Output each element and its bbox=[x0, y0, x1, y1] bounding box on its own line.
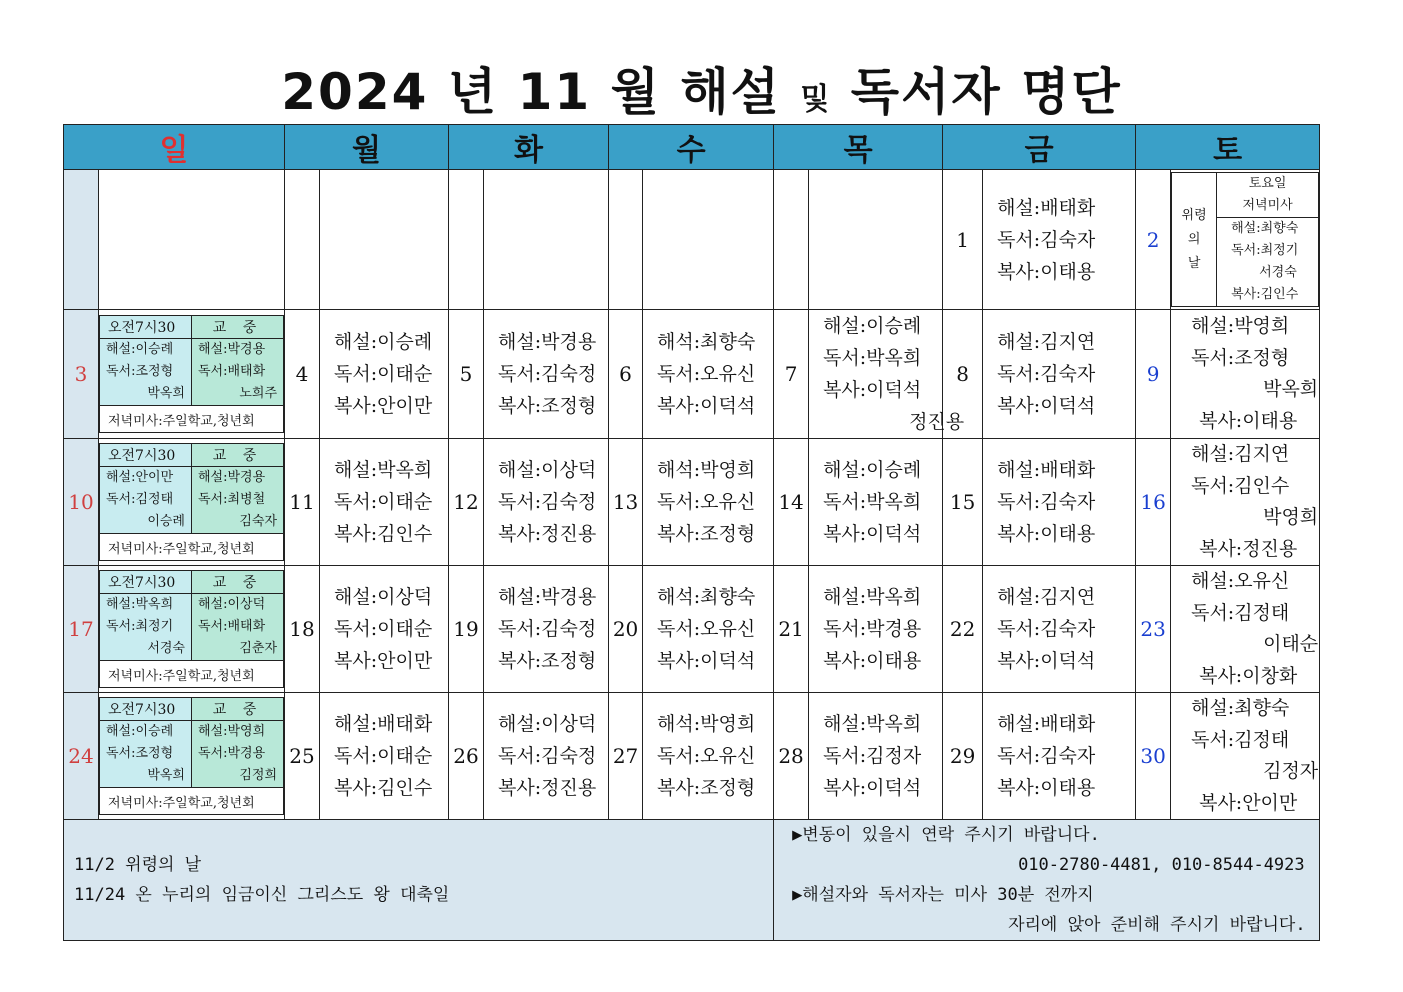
day-duty bbox=[983, 693, 1136, 820]
morning-mass-duty bbox=[100, 339, 192, 406]
day-duty bbox=[809, 566, 943, 693]
header-wed: 수 bbox=[609, 125, 774, 170]
duty-reader: 독서:김정태 bbox=[1191, 601, 1290, 624]
duty-server: 복사:이덕석 bbox=[997, 650, 1096, 672]
duty-server: 복사:안이만 bbox=[1199, 791, 1298, 814]
duty-commentary: 해설:이상덕 bbox=[498, 713, 597, 735]
day-number: 8 bbox=[943, 310, 983, 439]
duty-reader-2: 서경숙 bbox=[1259, 265, 1297, 280]
sunday-schedule-cell bbox=[99, 310, 285, 439]
title-year: 2024 bbox=[281, 63, 429, 121]
duty-reader: 독서:박옥희 bbox=[823, 347, 922, 369]
duty-commentary: 해설:배태화 bbox=[997, 459, 1096, 481]
day-duty bbox=[320, 566, 449, 693]
header-mon: 월 bbox=[285, 125, 449, 170]
duty-reader-2: 박영희 bbox=[1263, 506, 1319, 528]
duty-server: 복사:이덕석 bbox=[823, 777, 922, 799]
duty-reader: 독서:박경용 bbox=[198, 746, 266, 761]
saturday-label: 토요일 bbox=[1248, 176, 1287, 191]
duty-reader: 독서:김정태 bbox=[1191, 728, 1290, 751]
morning-mass-label: 오전7시30 bbox=[100, 698, 192, 721]
empty-cell bbox=[809, 170, 943, 310]
duty-server: 복사:안이만 bbox=[334, 395, 433, 417]
main-mass-duty bbox=[192, 594, 284, 661]
morning-mass-label: 오전7시30 bbox=[100, 444, 192, 467]
duty-reader: 독서:이태순 bbox=[334, 491, 433, 513]
empty-cell bbox=[643, 170, 774, 310]
duty-commentary: 해설:박영희 bbox=[1191, 315, 1290, 337]
day-number: 22 bbox=[943, 566, 983, 693]
day-duty bbox=[983, 566, 1136, 693]
duty-commentary: 해설:김지연 bbox=[1191, 443, 1290, 465]
main-mass-label: 교 중 bbox=[192, 444, 284, 467]
saturday-mass-label bbox=[1217, 173, 1319, 218]
duty-commentary: 해설:이승례 bbox=[106, 342, 174, 357]
duty-commentary: 해설:배태화 bbox=[997, 196, 1096, 219]
day-duty bbox=[320, 439, 449, 566]
day-duty bbox=[809, 310, 965, 439]
day-number: 27 bbox=[609, 693, 643, 820]
duty-server: 복사:이창화 bbox=[1199, 664, 1298, 687]
morning-mass-duty bbox=[100, 467, 192, 534]
duty-commentary: 해설:박옥희 bbox=[106, 597, 174, 612]
main-mass-label: 교 중 bbox=[192, 571, 284, 594]
duty-reader: 독서:오유신 bbox=[657, 618, 756, 640]
header-fri: 금 bbox=[943, 125, 1136, 170]
day-duty bbox=[983, 439, 1136, 566]
day-number: 3 bbox=[64, 310, 99, 439]
sunday-schedule-cell bbox=[99, 566, 285, 693]
duty-server: 복사:김인수 bbox=[334, 523, 433, 545]
day-duty bbox=[1171, 693, 1320, 820]
day-number: 23 bbox=[1136, 566, 1171, 693]
title-mit: 및 bbox=[800, 82, 832, 117]
day-number: 16 bbox=[1136, 439, 1171, 566]
feast-note-1: 11/2 위령의 날 bbox=[74, 855, 202, 875]
duty-commentary: 해설:이승례 bbox=[106, 724, 174, 739]
duty-reader: 독서:최정기 bbox=[106, 619, 174, 634]
day-duty bbox=[1171, 310, 1320, 439]
header-sat: 토 bbox=[1136, 125, 1320, 170]
day-number: 9 bbox=[1136, 310, 1171, 439]
duty-server: 복사:안이만 bbox=[334, 650, 433, 672]
duty-server: 복사:조정형 bbox=[498, 395, 597, 417]
all-souls-label bbox=[1172, 173, 1217, 307]
day-number: 4 bbox=[285, 310, 320, 439]
duty-reader: 독서:배태화 bbox=[198, 619, 266, 634]
duty-reader: 독서:조정형 bbox=[106, 364, 174, 379]
duty-commentary: 해설:이승례 bbox=[823, 459, 922, 481]
day-number: 2 bbox=[1136, 170, 1171, 310]
day-number: 26 bbox=[449, 693, 484, 820]
duty-reader: 독서:김숙정 bbox=[498, 618, 597, 640]
header-thu: 목 bbox=[774, 125, 943, 170]
duty-server: 복사:김인수 bbox=[334, 777, 433, 799]
duty-commentary: 해석:최향숙 bbox=[657, 586, 756, 608]
duty-reader: 독서:김숙자 bbox=[997, 491, 1096, 513]
duty-reader: 독서:이태순 bbox=[334, 745, 433, 767]
duty-reader: 독서:김정태 bbox=[106, 492, 174, 507]
day-number: 5 bbox=[449, 310, 484, 439]
duty-server: 복사:이덕석 bbox=[823, 379, 922, 401]
feast-note-2: 11/24 온 누리의 임금이신 그리스도 왕 대축일 bbox=[74, 885, 450, 905]
duty-reader-2: 박옥희 bbox=[147, 386, 185, 401]
duty-commentary: 해설:이상덕 bbox=[198, 597, 266, 612]
day-number: 7 bbox=[774, 310, 809, 439]
duty-reader: 독서:김인수 bbox=[1191, 474, 1290, 497]
saturday-special-table bbox=[1171, 172, 1319, 307]
week-row-3 bbox=[64, 439, 1320, 566]
day-duty bbox=[484, 310, 609, 439]
evening-mass-note: 저녁미사:주일학교,청년회 bbox=[100, 661, 284, 688]
duty-reader-2: 김숙자 bbox=[239, 514, 278, 529]
duty-commentary: 해설:김지연 bbox=[997, 331, 1096, 353]
duty-commentary: 해설:안이만 bbox=[106, 470, 174, 485]
empty-cell bbox=[320, 170, 449, 310]
day-number: 12 bbox=[449, 439, 484, 566]
duty-commentary: 해설:박옥희 bbox=[334, 459, 433, 481]
day-duty bbox=[643, 439, 774, 566]
duty-reader: 독서:김숙자 bbox=[997, 228, 1096, 251]
week-row-2 bbox=[64, 310, 1320, 439]
day-duty bbox=[809, 439, 943, 566]
contact-phones: 010-2780-4481, 010-8544-4923 bbox=[1018, 855, 1305, 875]
duty-server-2: 정진용 bbox=[909, 411, 965, 433]
day-number: 19 bbox=[449, 566, 484, 693]
day-number: 29 bbox=[943, 693, 983, 820]
duty-reader: 독서:김숙자 bbox=[997, 363, 1096, 385]
evening-mass-label: 저녁미사 bbox=[1242, 198, 1293, 213]
week-row-1 bbox=[64, 170, 1320, 310]
all-souls-label-2: 의 bbox=[1187, 231, 1201, 247]
duty-reader: 독서:김숙자 bbox=[997, 745, 1096, 767]
duty-server: 복사:이태용 bbox=[997, 260, 1096, 283]
duty-reader-2: 서경숙 bbox=[147, 641, 185, 656]
duty-server: 복사:김인수 bbox=[1231, 287, 1299, 302]
footer-notes-left bbox=[64, 820, 774, 941]
morning-mass-duty bbox=[100, 594, 192, 661]
duty-reader: 독서:조정형 bbox=[106, 746, 174, 761]
saturday-special-cell bbox=[1171, 170, 1320, 310]
day-number: 15 bbox=[943, 439, 983, 566]
evening-mass-note: 저녁미사:주일학교,청년회 bbox=[100, 406, 284, 433]
duty-server: 복사:이태용 bbox=[997, 523, 1096, 545]
weekday-header-row bbox=[64, 125, 1320, 170]
morning-mass-label: 오전7시30 bbox=[100, 316, 192, 339]
duty-commentary: 해설:박경용 bbox=[198, 470, 266, 485]
footer-notes-right bbox=[774, 820, 1320, 941]
morning-mass-label: 오전7시30 bbox=[100, 571, 192, 594]
duty-reader-2: 이태순 bbox=[1263, 633, 1319, 655]
duty-reader: 독서:김정자 bbox=[823, 745, 922, 767]
duty-commentary: 해설:배태화 bbox=[997, 713, 1096, 735]
duty-reader: 독서:김숙정 bbox=[498, 745, 597, 767]
day-duty bbox=[484, 439, 609, 566]
empty-cell bbox=[484, 170, 609, 310]
empty-cell bbox=[774, 170, 809, 310]
day-number: 1 bbox=[943, 170, 983, 310]
day-number: 13 bbox=[609, 439, 643, 566]
duty-server: 복사:정진용 bbox=[498, 523, 597, 545]
duty-server: 복사:이태용 bbox=[1199, 409, 1298, 432]
duty-server: 복사:이덕석 bbox=[997, 395, 1096, 417]
duty-commentary: 해설:박경용 bbox=[498, 331, 597, 353]
duty-reader: 독서:이태순 bbox=[334, 363, 433, 385]
page-title bbox=[0, 52, 1403, 124]
duty-commentary: 해설:이상덕 bbox=[498, 459, 597, 481]
duty-commentary: 해설:배태화 bbox=[334, 713, 433, 735]
duty-commentary: 해설:최향숙 bbox=[1231, 221, 1299, 236]
duty-reader-2: 김춘자 bbox=[239, 641, 278, 656]
day-duty bbox=[983, 170, 1136, 310]
calendar-table bbox=[63, 124, 1320, 941]
duty-reader-2: 박옥희 bbox=[1263, 378, 1319, 400]
duty-server: 복사:조정형 bbox=[657, 523, 756, 545]
day-duty bbox=[484, 566, 609, 693]
evening-mass-note: 저녁미사:주일학교,청년회 bbox=[100, 788, 284, 815]
day-duty bbox=[983, 310, 1136, 439]
duty-commentary: 해석:박영희 bbox=[657, 713, 756, 735]
duty-reader: 독서:김숙자 bbox=[997, 618, 1096, 640]
sunday-schedule-table bbox=[99, 697, 284, 815]
empty-cell bbox=[285, 170, 320, 310]
saturday-mass-duty bbox=[1217, 218, 1319, 307]
header-tue: 화 bbox=[449, 125, 609, 170]
duty-reader-2: 노희주 bbox=[239, 386, 278, 401]
day-duty bbox=[484, 693, 609, 820]
sunday-schedule-cell bbox=[99, 439, 285, 566]
duty-commentary: 해설:최향숙 bbox=[1191, 697, 1290, 719]
main-mass-duty bbox=[192, 467, 284, 534]
duty-commentary: 해석:박영희 bbox=[657, 459, 756, 481]
day-number: 17 bbox=[64, 566, 99, 693]
day-number: 21 bbox=[774, 566, 809, 693]
day-duty bbox=[809, 693, 943, 820]
day-duty bbox=[320, 693, 449, 820]
day-number: 18 bbox=[285, 566, 320, 693]
duty-server: 복사:이덕석 bbox=[657, 395, 756, 417]
duty-commentary: 해설:박경용 bbox=[198, 342, 266, 357]
main-mass-duty bbox=[192, 721, 284, 788]
all-souls-label-1: 위령 bbox=[1181, 207, 1207, 223]
duty-server: 복사:정진용 bbox=[1199, 537, 1298, 560]
duty-server: 복사:조정형 bbox=[657, 777, 756, 799]
duty-server: 복사:정진용 bbox=[498, 777, 597, 799]
sunday-schedule-cell bbox=[99, 693, 285, 820]
duty-commentary: 해설:박경용 bbox=[498, 586, 597, 608]
duty-commentary: 해석:최향숙 bbox=[657, 331, 756, 353]
duty-reader: 독서:최병철 bbox=[198, 492, 266, 507]
prepare-notice: ▶해설자와 독서자는 미사 30분 전까지 bbox=[792, 885, 1094, 905]
duty-commentary: 해설:박옥희 bbox=[823, 586, 922, 608]
prepare-notice-2: 자리에 앉아 준비해 주시기 바랍니다. bbox=[1008, 915, 1306, 935]
duty-reader: 독서:조정형 bbox=[1191, 346, 1290, 369]
duty-server: 복사:이태용 bbox=[823, 650, 922, 672]
day-number: 25 bbox=[285, 693, 320, 820]
main-mass-label: 교 중 bbox=[192, 316, 284, 339]
title-dokseoja: 독서자 bbox=[850, 63, 1002, 121]
duty-commentary: 해설:이상덕 bbox=[334, 586, 433, 608]
title-month: 11 bbox=[517, 63, 592, 121]
title-nyeon: 년 bbox=[447, 63, 499, 121]
duty-reader: 독서:박옥희 bbox=[823, 491, 922, 513]
day-duty bbox=[643, 693, 774, 820]
sunday-schedule-table bbox=[99, 315, 284, 433]
title-wol: 월 bbox=[610, 63, 661, 121]
duty-reader: 독서:박경용 bbox=[823, 618, 922, 640]
duty-reader-2: 김정자 bbox=[1263, 760, 1319, 782]
contact-notice: ▶변동이 있을시 연락 주시기 바랍니다. bbox=[792, 825, 1100, 845]
duty-commentary: 해설:박영희 bbox=[198, 724, 266, 739]
empty-cell bbox=[449, 170, 484, 310]
empty-cell bbox=[609, 170, 643, 310]
sunday-schedule-table bbox=[99, 443, 284, 561]
duty-server: 복사:이태용 bbox=[997, 777, 1096, 799]
day-duty bbox=[643, 566, 774, 693]
duty-reader: 독서:최정기 bbox=[1231, 243, 1299, 258]
duty-reader: 독서:오유신 bbox=[657, 363, 756, 385]
week-row-4 bbox=[64, 566, 1320, 693]
evening-mass-note: 저녁미사:주일학교,청년회 bbox=[100, 534, 284, 561]
all-souls-label-3: 날 bbox=[1187, 255, 1201, 271]
morning-mass-duty bbox=[100, 721, 192, 788]
duty-reader: 독서:이태순 bbox=[334, 618, 433, 640]
duty-reader: 독서:배태화 bbox=[198, 364, 266, 379]
day-number: 10 bbox=[64, 439, 99, 566]
duty-reader-2: 김정희 bbox=[239, 768, 278, 783]
day-duty bbox=[1171, 439, 1320, 566]
duty-reader: 독서:오유신 bbox=[657, 745, 756, 767]
day-number: 28 bbox=[774, 693, 809, 820]
day-number: 14 bbox=[774, 439, 809, 566]
duty-reader-2: 이승례 bbox=[147, 514, 185, 529]
day-number: 30 bbox=[1136, 693, 1171, 820]
day-number: 24 bbox=[64, 693, 99, 820]
header-sun: 일 bbox=[64, 125, 285, 170]
duty-commentary: 해설:이승례 bbox=[823, 315, 922, 337]
duty-commentary: 해설:이승례 bbox=[334, 331, 433, 353]
duty-server: 복사:이덕석 bbox=[823, 523, 922, 545]
day-duty bbox=[1171, 566, 1320, 693]
day-number: 6 bbox=[609, 310, 643, 439]
day-number: 20 bbox=[609, 566, 643, 693]
title-myeongdan: 명단 bbox=[1021, 63, 1122, 121]
empty-cell bbox=[64, 170, 99, 310]
duty-server: 복사:이덕석 bbox=[657, 650, 756, 672]
main-mass-duty bbox=[192, 339, 284, 406]
week-row-5 bbox=[64, 693, 1320, 820]
duty-server: 복사:조정형 bbox=[498, 650, 597, 672]
sunday-schedule-table bbox=[99, 570, 284, 688]
duty-reader: 독서:김숙정 bbox=[498, 363, 597, 385]
main-mass-label: 교 중 bbox=[192, 698, 284, 721]
duty-commentary: 해설:박옥희 bbox=[823, 713, 922, 735]
duty-reader: 독서:오유신 bbox=[657, 491, 756, 513]
duty-reader-2: 박옥희 bbox=[147, 768, 185, 783]
day-number: 11 bbox=[285, 439, 320, 566]
duty-commentary: 해설:오유신 bbox=[1191, 570, 1290, 592]
empty-cell bbox=[99, 170, 285, 310]
title-haeseol: 해설 bbox=[680, 63, 781, 121]
day-duty bbox=[320, 310, 449, 439]
duty-commentary: 해설:김지연 bbox=[997, 586, 1096, 608]
day-duty bbox=[643, 310, 774, 439]
duty-reader: 독서:김숙정 bbox=[498, 491, 597, 513]
footer-row bbox=[64, 820, 1320, 941]
